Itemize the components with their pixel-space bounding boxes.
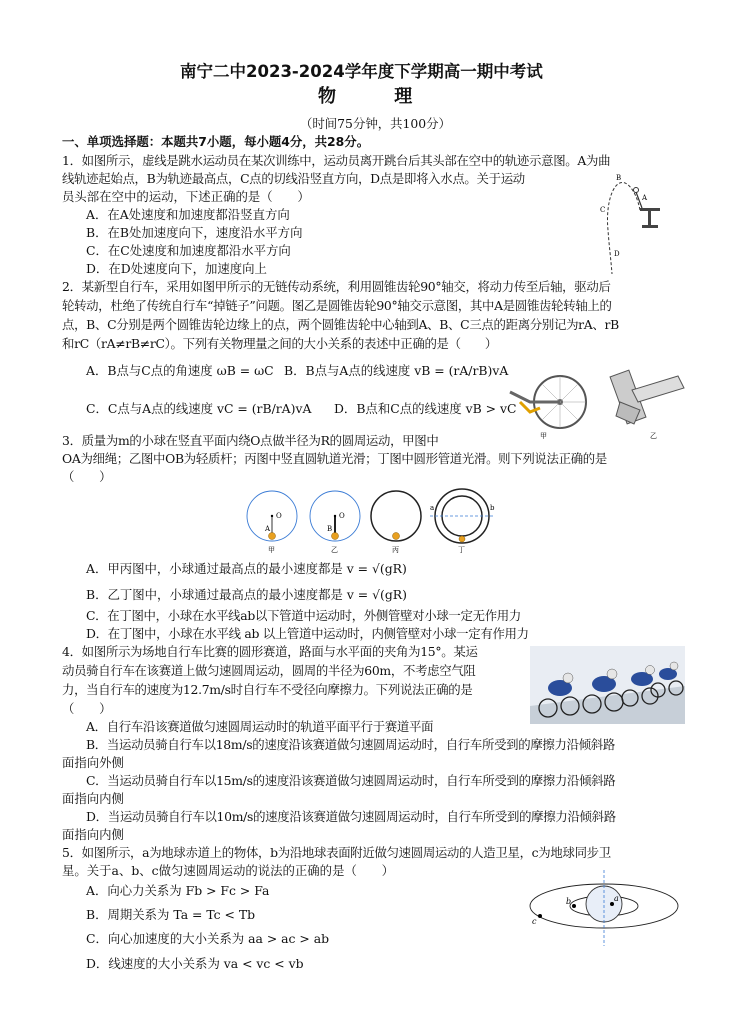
- q3-caption-jia: 甲: [268, 546, 275, 554]
- q2-stem-line2: 轮转动，杜绝了传统自行车“掉链子”问题。图乙是圆锥齿轮90°轴交示意图，其中A是圆锥齿轮转轴上的: [62, 298, 612, 313]
- q1-option-c: C．在C处速度和加速度都沿水平方向: [86, 243, 291, 258]
- q3-stem-line3: （ ）: [62, 469, 112, 484]
- q2-stem-line3: 点，B、C分别是两个圆锥齿轮边缘上的点，两个圆锥齿轮中心轴到A、B、C三点的距离分别记为rA、rB: [62, 317, 619, 332]
- q1-label-d: D: [614, 250, 620, 258]
- q1-label-b: B: [616, 174, 622, 182]
- q4-stem-line3: 力，当自行车的速度为12.7m/s时自行车不受径向摩擦力。下列说法正确的是: [62, 682, 473, 697]
- q4-option-b-line1: B．当运动员骑自行车以18m/s的速度沿该赛道做匀速圆周运动时，自行车所受到的摩擦力沿倾斜路: [86, 737, 615, 752]
- q5-option-b: B．周期关系为 Ta = Tc < Tb: [86, 907, 256, 922]
- q3-caption-ding: 丁: [458, 546, 465, 554]
- q5-stem-line2: 星。关于a、b、c做匀速圆周运动的说法的正确的是（ ）: [62, 863, 395, 878]
- q1-stem-line1: 1．如图所示，虚线是跳水运动员在某次训练中，运动员离开跳台后其头部在空中的轨迹示意图。A为曲: [62, 153, 611, 168]
- q5-label-b: b: [566, 897, 572, 906]
- q2-bicycle-figure: [500, 362, 690, 442]
- q4-option-d-line2: 面指向内侧: [62, 827, 124, 842]
- q5-option-a: A．向心力关系为 Fb > Fc > Fa: [86, 883, 270, 898]
- q3-caption-bing: 丙: [392, 546, 399, 554]
- q3-label-b-line: b: [490, 504, 495, 512]
- q5-label-c: c: [532, 917, 537, 926]
- q2-stem-line1: 2．某新型自行车，采用如图甲所示的无链传动系统，利用圆锥齿轮90°轴交，将动力传至后轴，驱动后: [62, 279, 611, 294]
- exam-title: 南宁二中2023-2024学年度下学期高一期中考试: [180, 62, 543, 81]
- q2-caption-yi: 乙: [650, 432, 657, 440]
- q1-diver-figure: [596, 170, 668, 280]
- q4-option-b-line2: 面指向外侧: [62, 755, 124, 770]
- q5-option-d: D．线速度的大小关系为 va < vc < vb: [86, 956, 304, 971]
- q4-option-a: A．自行车沿该赛道做匀速圆周运动时的轨道平面平行于赛道平面: [86, 719, 434, 734]
- q2-caption-jia: 甲: [540, 432, 547, 440]
- section-heading: 一、单项选择题：本题共7小题，每小题4分，共28分。: [62, 134, 370, 149]
- q4-stem-line2: 动员骑自行车在该赛道上做匀速圆周运动，圆周的半径为60m，不考虑空气阻: [62, 663, 476, 678]
- q1-label-c: C: [600, 206, 606, 214]
- q4-option-d-line1: D．当运动员骑自行车以10m/s的速度沿该赛道做匀速圆周运动时，自行车所受到的摩擦力沿倾斜路: [86, 809, 616, 824]
- q4-option-c-line2: 面指向内侧: [62, 791, 124, 806]
- q4-option-c-line1: C．当运动员骑自行车以15m/s的速度沿该赛道做匀速圆周运动时，自行车所受到的摩擦力沿倾斜路: [86, 773, 616, 788]
- q3-circles-figure: [240, 484, 510, 554]
- q5-stem-line1: 5．如图所示，a为地球赤道上的物体，b为沿地球表面附近做匀速圆周运动的人造卫星，c为地球同步卫: [62, 845, 611, 860]
- q1-label-a: A: [642, 194, 648, 202]
- q2-stem-line4: 和rC（rA≠rB≠rC）。下列有关物理量之间的大小关系的表述中正确的是（ ）: [62, 336, 497, 351]
- q1-option-a: A．在A处速度和加速度都沿竖直方向: [86, 207, 290, 222]
- q1-stem-line3: 员头部在空中的运动，下述正确的是（ ）: [62, 189, 310, 204]
- q2-option-a: A．B点与C点的角速度 ωB = ωC: [86, 363, 274, 378]
- q3-label-a: A: [265, 525, 271, 533]
- q4-cyclists-photo: [530, 646, 685, 724]
- q5-option-c: C．向心加速度的大小关系为 aa > ac > ab: [86, 931, 330, 946]
- q2-option-c: C．C点与A点的线速度 vC = (rB/rA)vA: [86, 401, 312, 416]
- q3-label-b: B: [327, 525, 333, 533]
- q1-option-b: B．在B处加速度向下，速度沿水平方向: [86, 225, 303, 240]
- q3-option-a: A．甲丙图中，小球通过最高点的最小速度都是 v = √(gR): [86, 561, 407, 576]
- time-info: （时间75分钟，共100分）: [300, 116, 451, 131]
- q3-option-c: C．在丁图中，小球在水平线ab以下管道中运动时，外侧管壁对小球一定无作用力: [86, 608, 521, 623]
- q3-stem-line1: 3．质量为m的小球在竖直平面内绕O点做半径为R的圆周运动，甲图中: [62, 433, 439, 448]
- q3-label-o2: O: [339, 512, 345, 520]
- q3-option-b: B．乙丁图中，小球通过最高点的最小速度都是 v = √(gR): [86, 587, 407, 602]
- q3-caption-yi: 乙: [331, 546, 338, 554]
- q5-orbit-figure: [526, 868, 688, 948]
- q5-label-a: a: [614, 894, 619, 903]
- q3-stem-line2: OA为细绳；乙图中OB为轻质杆；丙图中竖直圆轨道光滑；丁图中圆形管道光滑。则下列说法正确的是: [62, 451, 607, 466]
- q3-label-o1: O: [276, 512, 282, 520]
- subject-title: 物 理: [318, 86, 439, 107]
- q4-stem-line1: 4．如图所示为场地自行车比赛的圆形赛道，路面与水平面的夹角为15°。某运: [62, 644, 478, 659]
- q2-option-d: D．B点和C点的线速度 vB > vC: [334, 401, 517, 416]
- q1-option-d: D．在D处速度向下，加速度向上: [86, 261, 267, 276]
- q1-stem-line2: 线轨迹起始点，B为轨迹最高点，C点的切线沿竖直方向，D点是即将入水点。关于运动: [62, 171, 525, 186]
- q4-stem-line4: （ ）: [62, 701, 112, 716]
- q2-option-b: B．B点与A点的线速度 vB = (rA/rB)vA: [284, 363, 509, 378]
- q3-label-a-line: a: [430, 504, 435, 512]
- q3-option-d: D．在丁图中，小球在水平线 ab 以上管道中运动时，内侧管壁对小球一定有作用力: [86, 626, 529, 641]
